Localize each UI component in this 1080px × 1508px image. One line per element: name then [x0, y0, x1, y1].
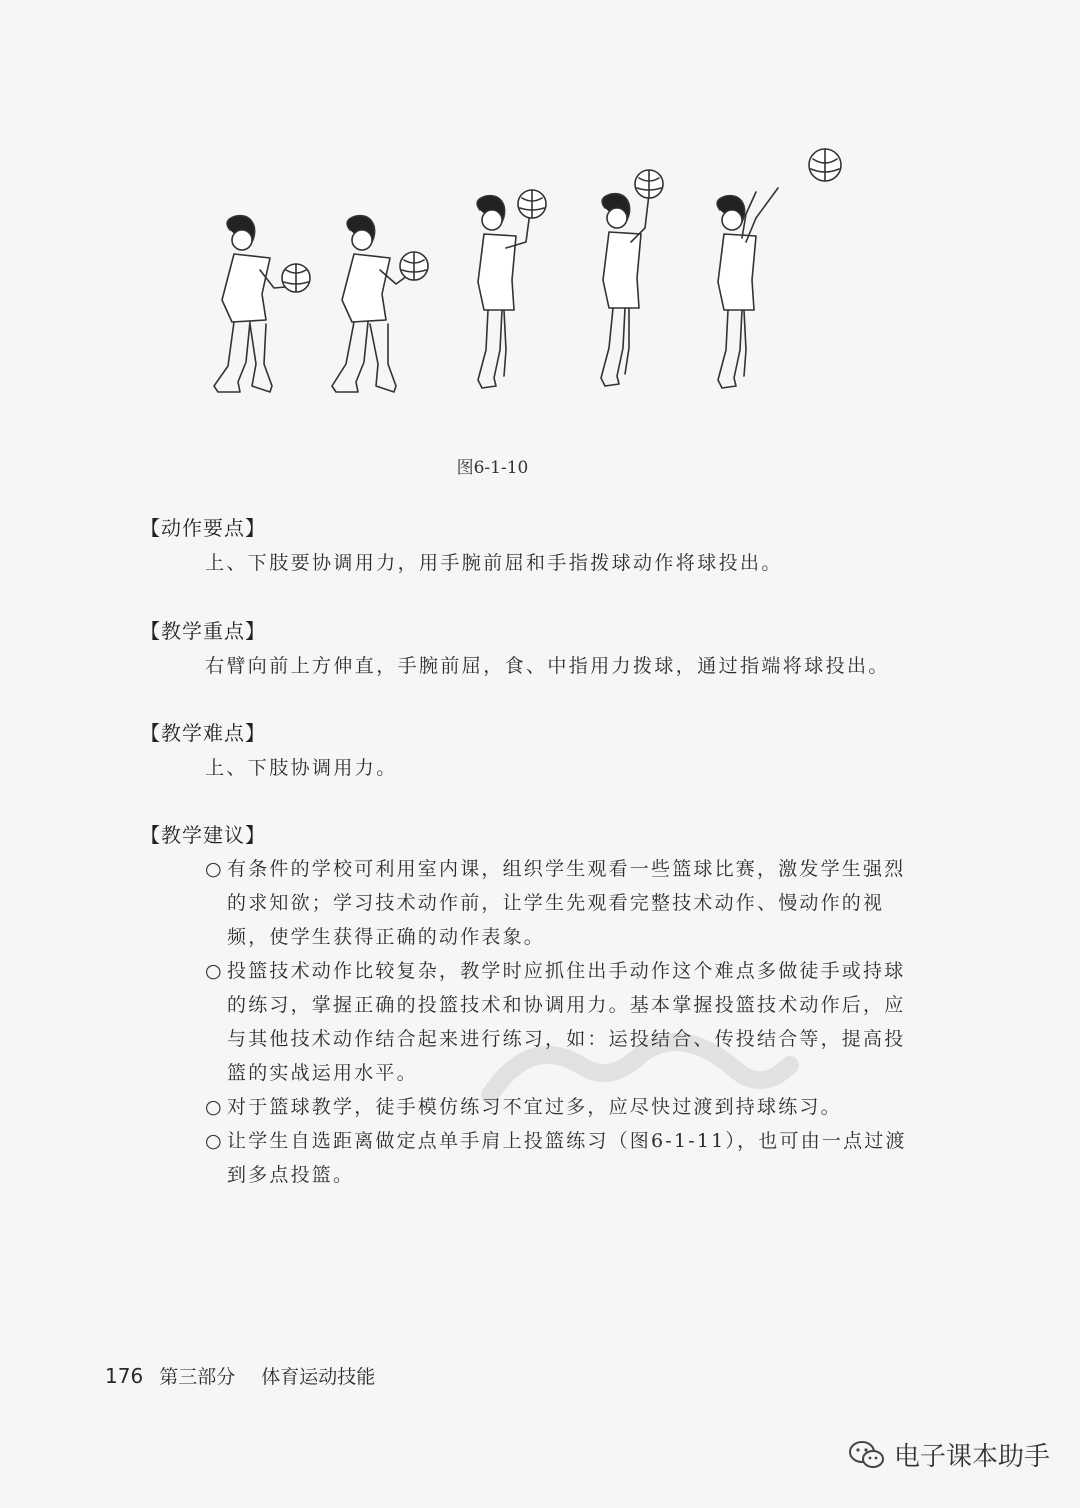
released-ball	[809, 149, 841, 181]
suggestion-text: 有条件的学校可利用室内课，组织学生观看一些篮球比赛，激发学生强烈的求知欲；学习技术动作前，让学生先观看完整技术动作、慢动作的视频，使学生获得正确的动作表象。	[227, 858, 906, 948]
wechat-official-account-icon	[848, 1440, 886, 1470]
section-heading-action-points: 【动作要点】	[140, 516, 266, 540]
figure-stage-4	[601, 170, 663, 386]
figure-caption: 图6-1-10	[456, 458, 529, 478]
section-heading-teaching-suggestions: 【教学建议】	[140, 823, 266, 847]
figure-stage-5	[717, 188, 778, 388]
shooting-sequence-illustration	[170, 130, 890, 430]
brand-watermark	[848, 1436, 1050, 1473]
figure-stage-3	[477, 190, 546, 388]
section-heading-teaching-focus: 【教学重点】	[140, 619, 266, 643]
bullet-marker: ○	[205, 1096, 224, 1118]
brand-name: 电子课本助手	[893, 1442, 1050, 1472]
page-footer	[105, 1362, 375, 1389]
suggestion-text: 对于篮球教学，徒手模仿练习不宜过多，应尽快过渡到持球练习。	[227, 1096, 842, 1118]
bullet-marker: ○	[205, 1130, 224, 1152]
bullet-marker: ○	[205, 858, 224, 880]
suggestion-text: 让学生自选距离做定点单手肩上投篮练习（图6-1-11），也可由一点过渡到多点投篮。	[227, 1130, 907, 1186]
page-number: 176	[105, 1364, 144, 1388]
suggestion-item	[205, 1124, 925, 1192]
section-body-teaching-difficulty: 上、下肢协调用力。	[205, 757, 398, 779]
section-heading-teaching-difficulty: 【教学难点】	[140, 721, 266, 745]
watermark-decoration	[470, 1015, 810, 1125]
suggestion-item	[205, 852, 925, 954]
figure-stage-1	[214, 216, 310, 392]
footer-chapter: 体育运动技能	[261, 1366, 376, 1388]
section-body-action-points: 上、下肢要协调用力，用手腕前屈和手指拨球动作将球投出。	[205, 552, 783, 574]
suggestion-text: 投篮技术动作比较复杂，教学时应抓住出手动作这个难点多做徒手或持球的练习，掌握正确的投篮技术和协调用力。基本掌握投篮技术动作后，应与其他技术动作结合起来进行练习，如：运投结合、传投结合等，提高投篮的实战运用水平。	[227, 960, 906, 1084]
footer-part: 第三部分	[159, 1366, 236, 1388]
section-body-teaching-focus: 右臂向前上方伸直，手腕前屈，食、中指用力拨球，通过指端将球投出。	[205, 655, 890, 677]
bullet-marker: ○	[205, 960, 224, 982]
figure-stage-2	[332, 216, 428, 392]
